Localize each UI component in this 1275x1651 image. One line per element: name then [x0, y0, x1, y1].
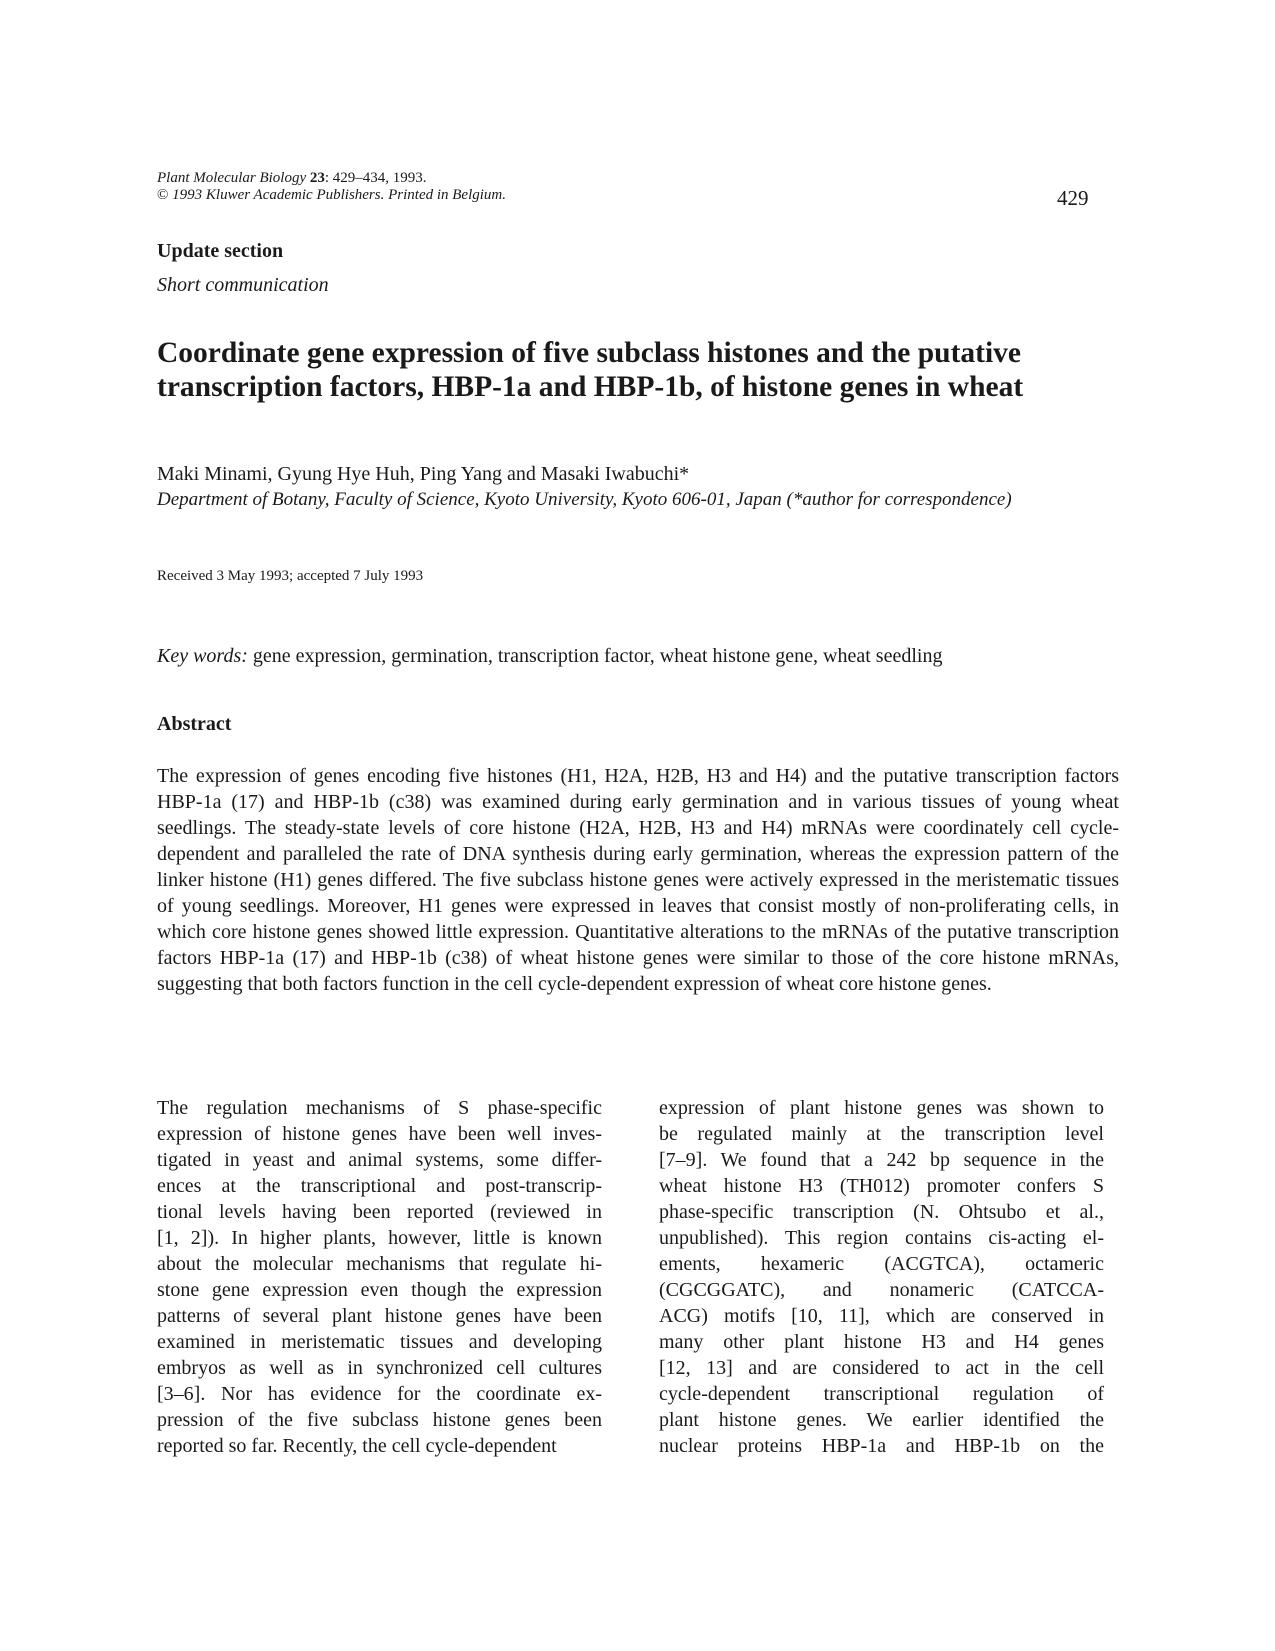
subsection-label: Short communication	[157, 274, 329, 296]
body-line: ements, hexameric (ACGTCA), octameric	[659, 1253, 1104, 1275]
journal-name: Plant Molecular Biology	[157, 170, 307, 186]
body-line: about the molecular mechanisms that regulate hi-	[157, 1253, 602, 1275]
author-list: Maki Minami, Gyung Hye Huh, Ping Yang and Masaki Iwabuchi*	[157, 463, 690, 485]
body-line: [3–6]. Nor has evidence for the coordinate ex-	[157, 1383, 602, 1405]
body-line: expression of histone genes have been well inves-	[157, 1123, 602, 1145]
keywords	[157, 645, 942, 668]
body-line: stone gene expression even though the expression	[157, 1279, 602, 1301]
author-affiliation: Department of Botany, Faculty of Science, Kyoto University, Kyoto 606-01, Japan (*author for correspondence)	[157, 489, 1012, 510]
body-left-column	[157, 1095, 602, 1459]
abstract-heading: Abstract	[157, 713, 232, 735]
body-line: reported so far. Recently, the cell cycle-dependent	[157, 1435, 557, 1457]
body-line: plant histone genes. We earlier identified the	[659, 1409, 1104, 1431]
journal-volume: 23	[309, 170, 325, 186]
body-line: unpublished). This region contains cis-acting el-	[659, 1227, 1104, 1249]
body-line: expression of plant histone genes was shown to	[659, 1097, 1104, 1119]
body-line: embryos as well as in synchronized cell cultures	[157, 1357, 602, 1379]
copyright-symbol: ©	[157, 187, 169, 203]
body-line: pression of the five subclass histone genes been	[157, 1409, 602, 1431]
body-line: ACG) motifs [10, 11], which are conserved in	[659, 1305, 1104, 1327]
article-title: Coordinate gene expression of five subclass histones and the putative transcription factors, HBP-1a and HBP-1b, of histone genes in wheat	[157, 337, 1024, 403]
page-number: 429	[1057, 186, 1089, 210]
body-line: ences at the transcriptional and post-transcrip-	[157, 1175, 602, 1197]
journal-volume-line	[157, 170, 506, 187]
section-label: Update section	[157, 240, 284, 262]
body-line: [7–9]. We found that a 242 bp sequence in the	[659, 1149, 1104, 1171]
abstract-text: The expression of genes encoding five histones (H1, H2A, H2B, H3 and H4) and the putative transcription factors HBP-1a (17) and HBP-1b (c38) was examined during early germination and in various tissues of young wheat seedlings. The steady-state levels of core histone (H2A, H2B, H3 and H4) mRNAs were coordinately cell cycle-dependent and paralleled the rate of DNA synthesis during early germination, whereas the expression pattern of the linker histone (H1) genes differed. The five subclass histone genes were actively expressed in the meristematic tissues of young seedlings. Moreover, H1 genes were expressed in leaves that consist mostly of non-proliferating cells, in which core histone genes showed little expression. Quantitative alterations to the mRNAs of the putative transcription factors HBP-1a (17) and HBP-1b (c38) of wheat histone genes were similar to those of the core histone mRNAs, suggesting that both factors function in the cell cycle-dependent expression of wheat core histone genes.	[157, 765, 1119, 995]
body-line: wheat histone H3 (TH012) promoter confers S	[659, 1175, 1104, 1197]
copyright-line	[157, 187, 506, 204]
body-line: cycle-dependent transcriptional regulation of	[659, 1383, 1104, 1405]
body-line: patterns of several plant histone genes have been	[157, 1305, 602, 1327]
body-line: tional levels having been reported (reviewed in	[157, 1201, 602, 1223]
journal-pages-year: : 429–434, 1993.	[324, 170, 427, 186]
body-line: phase-specific transcription (N. Ohtsubo et al.,	[659, 1201, 1104, 1223]
journal-citation	[157, 170, 506, 204]
body-line: nuclear proteins HBP-1a and HBP-1b on the	[659, 1435, 1104, 1457]
body-line: many other plant histone H3 and H4 genes	[659, 1331, 1104, 1353]
body-line: examined in meristematic tissues and developing	[157, 1331, 602, 1353]
body-line: [12, 13] and are considered to act in the cell	[659, 1357, 1104, 1379]
keywords-label: Key words:	[157, 645, 248, 667]
body-line: [1, 2]). In higher plants, however, little is known	[157, 1227, 602, 1249]
body-line: The regulation mechanisms of S phase-specific	[157, 1097, 602, 1119]
body-line: (CGCGGATC), and nonameric (CATCCA-	[659, 1279, 1104, 1301]
body-right-column	[659, 1095, 1104, 1459]
keywords-text: gene expression, germination, transcription factor, wheat histone gene, wheat seedling	[247, 645, 943, 667]
copyright-text: 1993 Kluwer Academic Publishers. Printed in Belgium.	[168, 187, 507, 203]
received-dates: Received 3 May 1993; accepted 7 July 1993	[157, 568, 424, 584]
body-line: tigated in yeast and animal systems, some differ-	[157, 1149, 602, 1171]
body-line: be regulated mainly at the transcription level	[659, 1123, 1104, 1145]
